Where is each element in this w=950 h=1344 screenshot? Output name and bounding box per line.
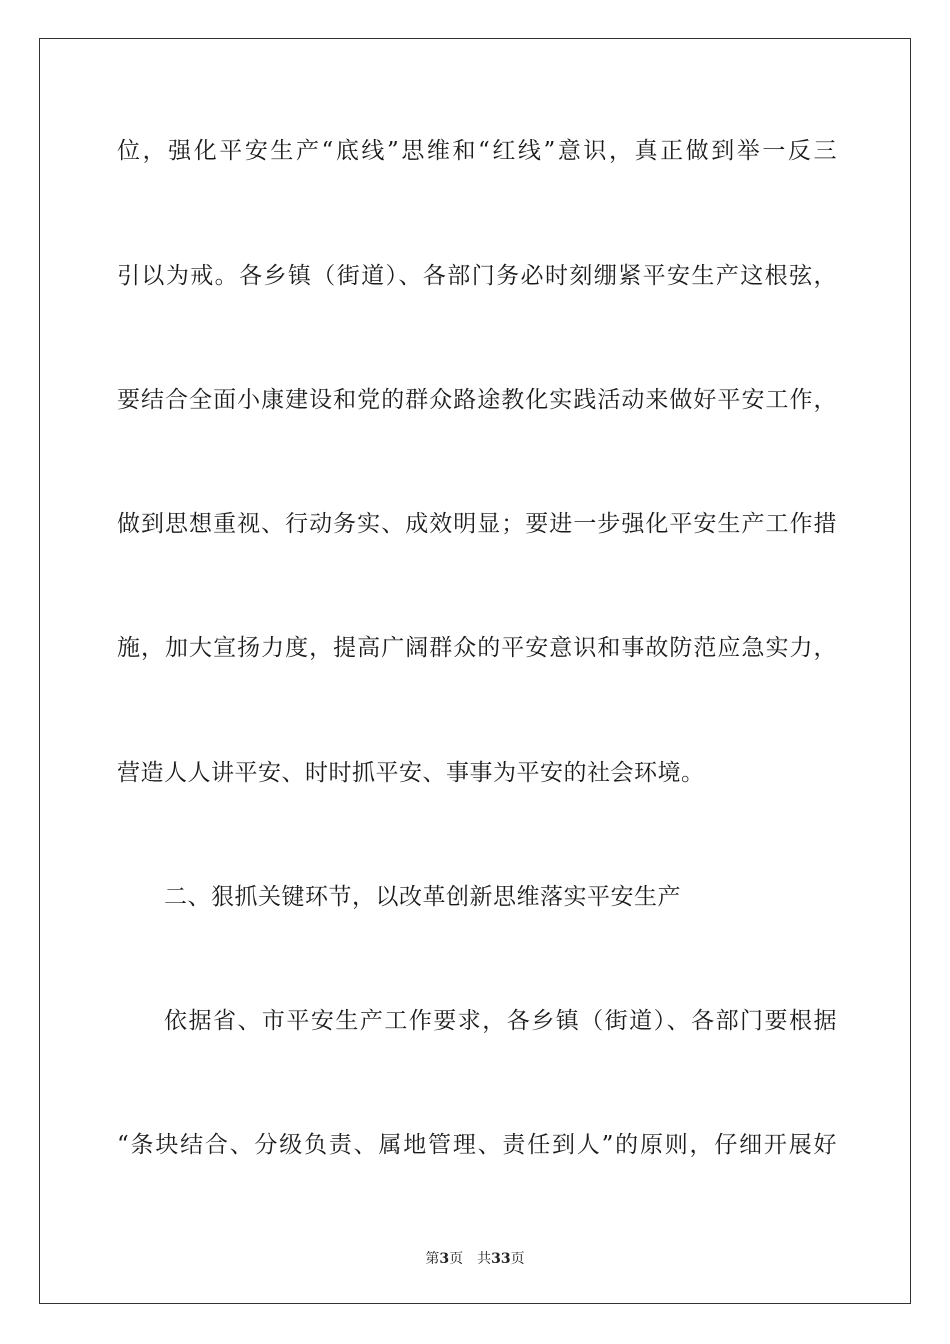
page-footer [0,1248,950,1268]
footer-prefix: 第 [425,1251,440,1267]
body-text-line: “条块结合、分级负责、属地管理、责任到人”的原则，仔细开展好 [117,1132,837,1158]
footer-mid: 页 共 [449,1251,492,1267]
body-text-line: 做到思想重视、行动务实、成效明显；要进一步强化平安生产工作措 [117,511,837,537]
body-text-line: 营造人人讲平安、时时抓平安、事事为平安的社会环境。 [117,760,705,786]
body-text-line: 依据省、市平安生产工作要求，各乡镇（街道）、各部门要根据 [164,1008,837,1034]
page-border [39,38,911,1304]
footer-page-number: 3 [439,1251,450,1267]
section-heading: 二、狠抓关键环节，以改革创新思维落实平安生产 [164,884,681,910]
body-text-line: 位，强化平安生产“底线”思维和“红线”意识，真正做到举一反三 [117,138,837,164]
footer-total-pages: 33 [491,1251,511,1267]
body-text-line: 施，加大宣扬力度，提高广阔群众的平安意识和事故防范应急实力， [117,635,837,661]
body-text-line: 要结合全面小康建设和党的群众路途教化实践活动来做好平安工作， [117,387,837,413]
footer-suffix: 页 [510,1251,525,1267]
body-text-line: 引以为戒。各乡镇（街道）、各部门务必时刻绷紧平安生产这根弦， [117,263,837,289]
